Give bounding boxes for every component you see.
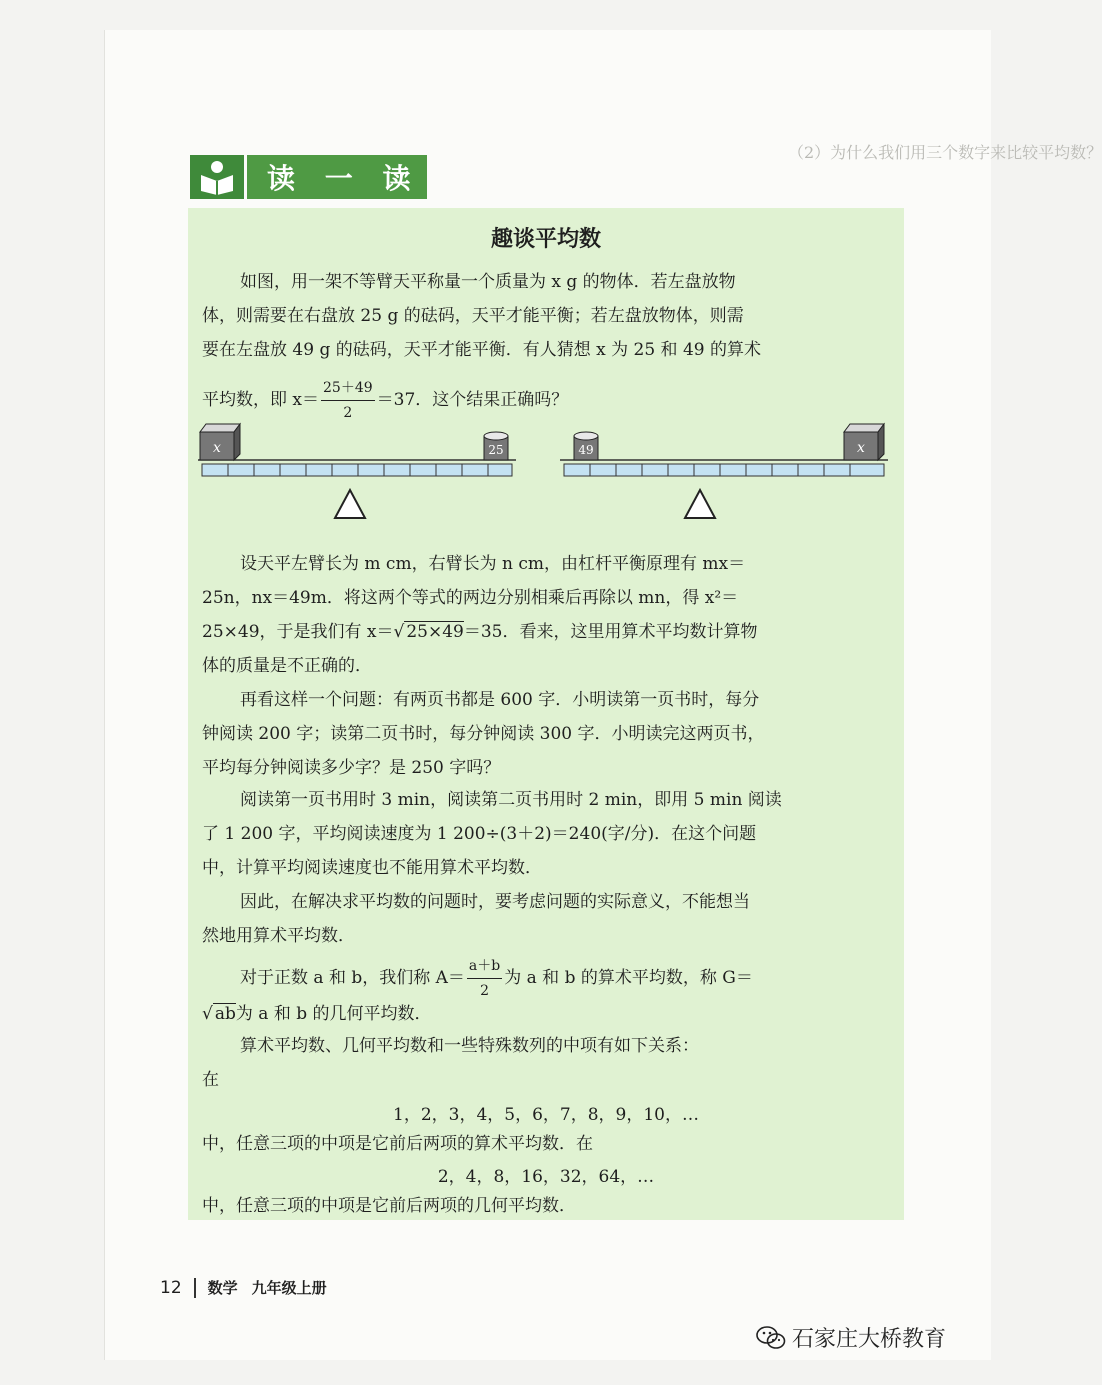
radicand: 25×49 xyxy=(406,622,464,642)
number-sequence: 2，4，8，16，32，64，… xyxy=(437,1167,655,1187)
radicand: ab xyxy=(214,1004,236,1024)
weight-label: x xyxy=(213,440,221,456)
text-segment: 为 a 和 b 的几何平均数． xyxy=(235,1004,432,1024)
right-balance xyxy=(560,424,888,518)
paragraph-line-formula xyxy=(202,376,892,425)
wechat-icon xyxy=(756,1325,786,1351)
text-segment: ＝35．看来，这里用算术平均数计算物 xyxy=(463,622,758,642)
paragraph-line: 算术平均数、几何平均数和一些特殊数列的中项有如下关系： xyxy=(240,1036,699,1056)
denominator: 2 xyxy=(343,405,353,421)
denominator: 2 xyxy=(480,983,490,999)
text-segment: 为 a 和 b 的算术平均数，称 G＝ xyxy=(504,968,753,988)
paragraph-line: 因此，在解决求平均数的问题时，要考虑问题的实际意义，不能想当 xyxy=(240,892,750,912)
paragraph-line: 如图，用一架不等臂天平称量一个质量为 x g 的物体．若左盘放物 xyxy=(240,272,736,292)
bleed-through-text: （2）为什么我们用三个数字来比较平均数？ xyxy=(788,143,1102,162)
paragraph-line: 阅读第一页书用时 3 min，阅读第二页书用时 2 min，即用 5 min 阅读 xyxy=(240,790,782,810)
text-segment: 对于正数 a 和 b，我们称 A＝ xyxy=(240,968,465,988)
section-title: 读 一 读 xyxy=(247,155,427,199)
fraction xyxy=(467,954,502,1003)
paragraph-line: 设天平左臂长为 m cm，右臂长为 n cm，由杠杆平衡原理有 mx＝ xyxy=(240,554,746,574)
paragraph-line-formula xyxy=(202,620,892,644)
page-footer xyxy=(160,1277,327,1298)
paragraph-line: 中，计算平均阅读速度也不能用算术平均数． xyxy=(202,858,542,878)
paragraph-line: 25n，nx＝49m．将这两个等式的两边分别相乘后再除以 mn，得 x²＝ xyxy=(202,588,739,608)
weight-label: 49 xyxy=(578,443,594,457)
balance-illustration xyxy=(188,420,904,530)
page-number: 12 xyxy=(160,1277,182,1298)
numerator: a＋b xyxy=(467,954,502,979)
paragraph-line: 体的质量是不正确的． xyxy=(202,656,372,676)
weight-cylinder xyxy=(574,432,598,460)
paragraph-line: 平均每分钟阅读多少字？是 250 字吗？ xyxy=(202,758,501,778)
object-cube xyxy=(200,424,240,460)
watermark xyxy=(756,1322,946,1353)
grade-label: 九年级上册 xyxy=(251,1279,327,1297)
text-segment: ＝37．这个结果正确吗？ xyxy=(376,390,569,410)
paragraph-line: 再看这样一个问题：有两页书都是 600 字．小明读第一页书时，每分 xyxy=(240,690,760,710)
paragraph-line: 在 xyxy=(202,1070,219,1090)
weight-label: 25 xyxy=(488,443,504,457)
reading-panel xyxy=(188,208,904,1220)
paragraph-line: 中，任意三项的中项是它前后两项的几何平均数． xyxy=(202,1196,576,1216)
reading-person-icon xyxy=(190,155,244,199)
footer-divider xyxy=(194,1278,196,1298)
weight-label: x xyxy=(857,440,865,456)
paragraph-line: 了 1 200 字，平均阅读速度为 1 200÷(3＋2)＝240(字/分)．在这个问题 xyxy=(202,824,757,844)
text-segment: 25×49，于是我们有 x＝√ xyxy=(202,622,405,642)
paragraph-line-formula xyxy=(240,954,892,1003)
paragraph-line: 钟阅读 200 字；读第二页书时，每分钟阅读 300 字．小明读完这两页书， xyxy=(202,724,765,744)
text-segment: 平均数，即 x＝ xyxy=(202,390,319,410)
subject-label: 数学 xyxy=(207,1279,238,1297)
sqrt-sign: √ xyxy=(202,1004,213,1024)
paragraph-line: 要在左盘放 49 g 的砝码，天平才能平衡．有人猜想 x 为 25 和 49 的算术 xyxy=(202,340,761,360)
paragraph-line: 中，任意三项的中项是它前后两项的算术平均数．在 xyxy=(202,1134,593,1154)
fraction xyxy=(321,376,375,425)
paragraph-line-formula xyxy=(202,1002,892,1026)
object-cube xyxy=(844,424,884,460)
watermark-text: 石家庄大桥教育 xyxy=(792,1327,947,1352)
numerator: 25＋49 xyxy=(321,376,375,401)
paragraph-line: 体，则需要在右盘放 25 g 的砝码，天平才能平衡；若左盘放物体，则需 xyxy=(202,306,744,326)
section-header xyxy=(190,155,427,199)
left-balance xyxy=(198,424,516,518)
number-sequence: 1，2，3，4，5，6，7，8，9，10，… xyxy=(393,1105,699,1125)
paragraph-line: 然地用算术平均数． xyxy=(202,926,355,946)
article-title: 趣谈平均数 xyxy=(490,227,601,252)
weight-cylinder xyxy=(484,432,508,460)
